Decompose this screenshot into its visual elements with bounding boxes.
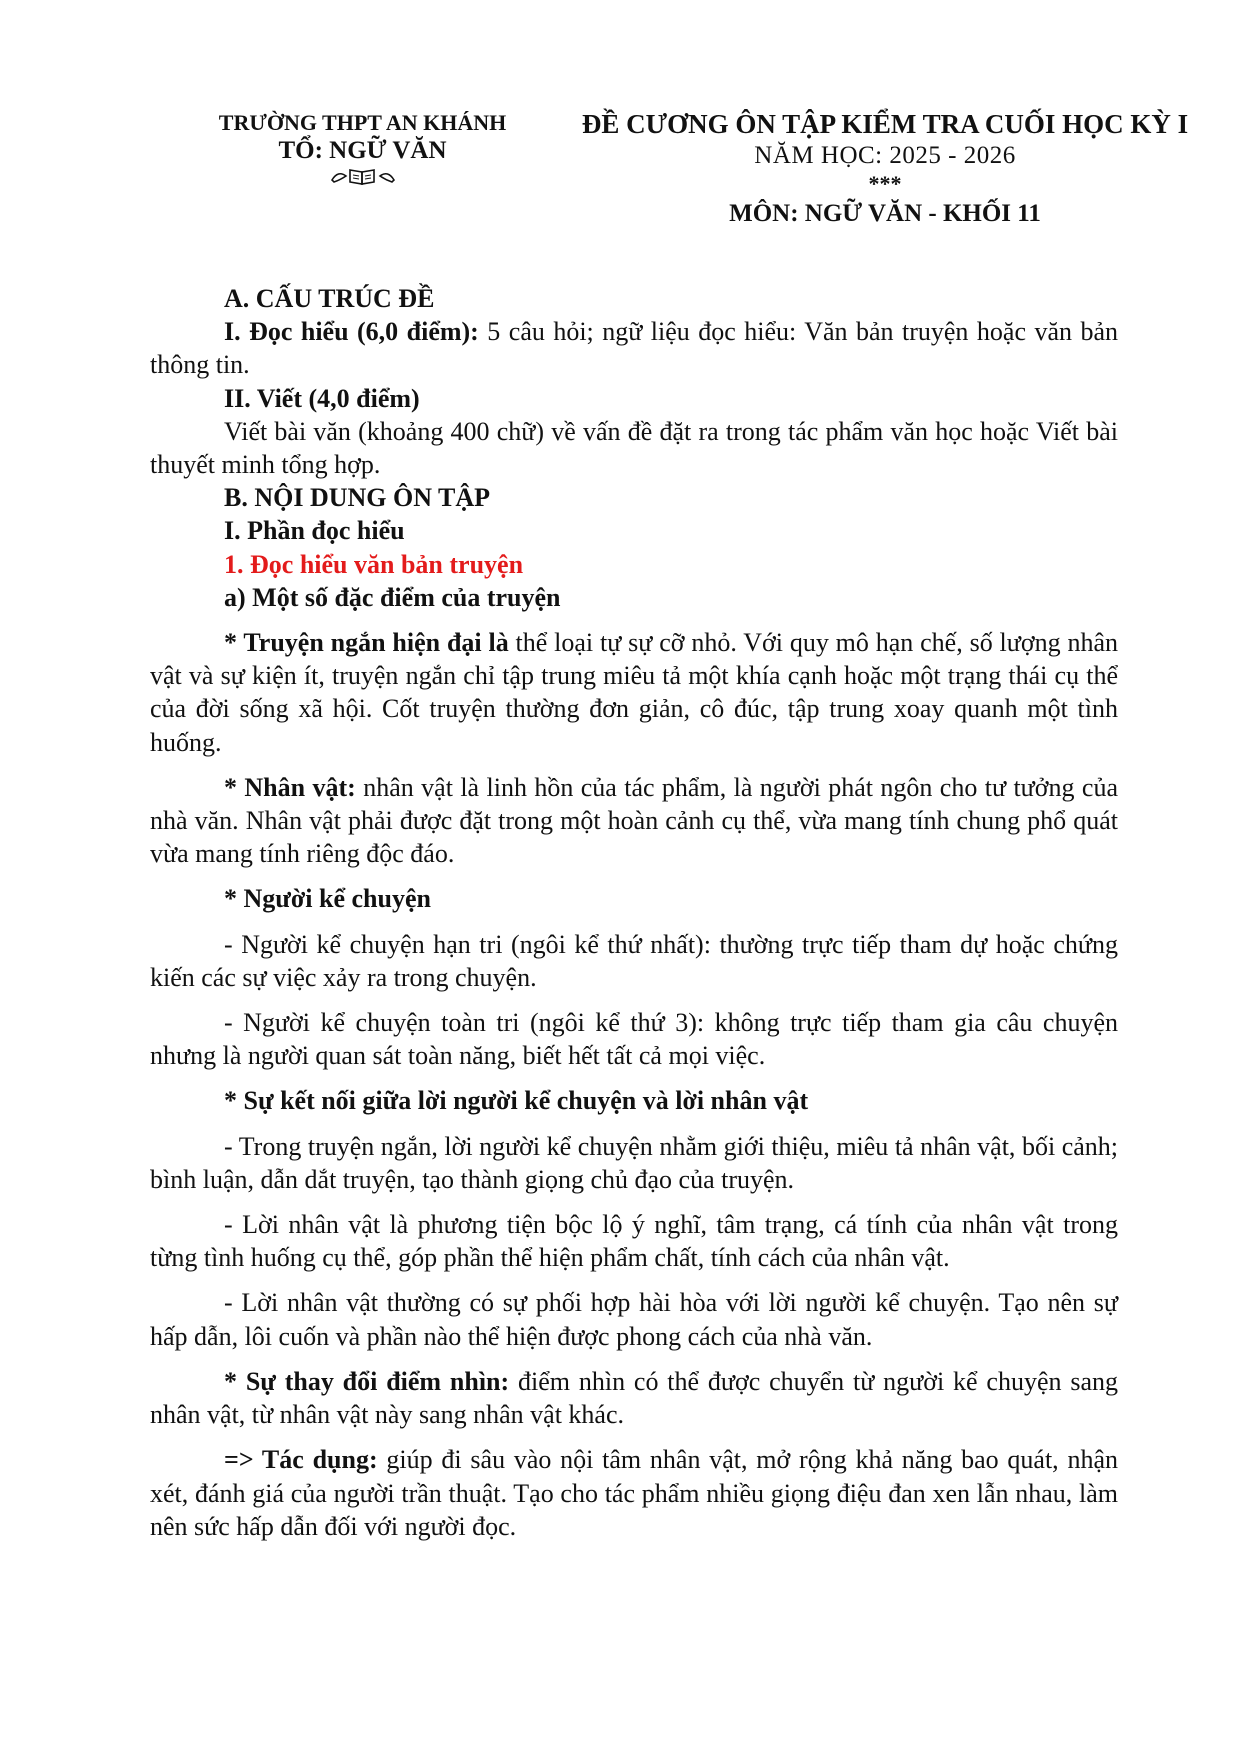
school-year: NĂM HỌC: 2025 - 2026 <box>754 142 1016 169</box>
short-story-label: * Truyện ngắn hiện đại là <box>224 628 509 658</box>
character-text: nhân vật là linh hồn của tác phẩm, là người phát ngôn cho tư tưởng của nhà văn. Nhân vật phải được đặt trong một hoàn cảnh cụ thể, vừa mang tính chung phổ quát vừa mang tính riêng độc đáo. <box>150 772 1118 869</box>
connection-b: - Lời nhân vật là phương tiện bộc lộ ý nghĩ, tâm trạng, cá tính của nhân vật trong từng tình huống cụ thể, góp phần thể hiện phẩm chất, tính cách của nhân vật. <box>150 1210 1118 1273</box>
section-b-heading: B. NỘI DUNG ÔN TẬP <box>224 483 491 513</box>
short-story-paragraph <box>150 626 1118 759</box>
reading-label: I. Đọc hiểu (6,0 điểm): <box>224 317 479 347</box>
character-label: * Nhân vật: <box>224 772 356 802</box>
effect-paragraph <box>150 1443 1118 1543</box>
writing-text: Viết bài văn (khoảng 400 chữ) về vấn đề đặt ra trong tác phẩm văn học hoặc Viết bài thuyết minh tổng hợp. <box>150 416 1118 480</box>
effect-label: => Tác dụng: <box>224 1445 378 1475</box>
school-name: TRƯỜNG THPT AN KHÁNH <box>218 110 507 135</box>
book-ornament-icon <box>170 166 555 193</box>
connection-c: - Lời nhân vật thường có sự phối hợp hài hòa với lời người kể chuyện. Tạo nên sự hấp dẫn, lôi cuốn và phần nào thể hiện được phong cách của nhà văn. <box>150 1288 1118 1351</box>
department-name: TỔ: NGỮ VĂN <box>278 137 447 164</box>
sub1-heading: 1. Đọc hiểu văn bản truyện <box>224 549 524 579</box>
school-header-block <box>170 110 555 193</box>
writing-label: II. Viết (4,0 điểm) <box>224 383 420 413</box>
viewpoint-text: điểm nhìn có thể được chuyển từ người kể chuyện sang nhân vật, từ nhân vật này sang nhân vật khác. <box>150 1366 1118 1430</box>
connection-a: - Trong truyện ngắn, lời người kể chuyện nhằm giới thiệu, miêu tả nhân vật, bối cảnh; bình luận, dẫn dắt truyện, tạo thành giọng chủ đạo của truyện. <box>150 1131 1118 1194</box>
stars-separator: *** <box>868 171 902 196</box>
connection-heading: * Sự kết nối giữa lời người kể chuyện và lời nhân vật <box>224 1086 809 1116</box>
character-paragraph <box>150 771 1118 871</box>
suba-heading: a) Một số đặc điểm của truyện <box>224 582 561 612</box>
narrator-limited: - Người kể chuyện hạn tri (ngôi kể thứ nhất): thường trực tiếp tham dự hoặc chứng kiến các sự việc xảy ra trong chuyện. <box>150 929 1118 992</box>
reading-structure <box>150 315 1118 381</box>
section-a-heading: A. CẤU TRÚC ĐỀ <box>224 284 435 313</box>
reading-text: 5 câu hỏi; ngữ liệu đọc hiểu: Văn bản truyện hoặc văn bản thông tin. <box>150 317 1118 380</box>
book-ornament-svg <box>330 166 396 186</box>
viewpoint-paragraph <box>150 1365 1118 1431</box>
narrator-heading: * Người kể chuyện <box>224 884 431 914</box>
document-title: ĐỀ CƯƠNG ÔN TẬP KIỂM TRA CUỐI HỌC KỲ I <box>581 109 1189 139</box>
effect-text: giúp đi sâu vào nội tâm nhân vật, mở rộng khả năng bao quát, nhận xét, đánh giá của người trần thuật. Tạo cho tác phẩm nhiều giọng điệu đan xen lẫn nhau, làm nên sức hấp dẫn đối với người đọc. <box>150 1445 1118 1541</box>
short-story-text: thể loại tự sự cỡ nhỏ. Với quy mô hạn chế, số lượng nhân vật và sự kiện ít, truyện ngắn chỉ tập trung miêu tả một khía cạnh hoặc một trạng thái cụ thể của đời sống xã hội. Cốt truyện thường đơn giản, cô đúc, tập trung xoay quanh một tình huống. <box>150 628 1118 757</box>
document-title-block <box>560 108 1210 230</box>
part1-heading: I. Phần đọc hiểu <box>224 516 405 546</box>
document-body <box>150 282 1118 1543</box>
subject-line: MÔN: NGỮ VĂN - KHỐI 11 <box>729 200 1041 227</box>
viewpoint-label: * Sự thay đổi điểm nhìn: <box>224 1366 510 1396</box>
narrator-omniscient: - Người kể chuyện toàn tri (ngôi kể thứ 3): không trực tiếp tham gia câu chuyện nhưng là người quan sát toàn năng, biết hết tất cả mọi việc. <box>150 1008 1118 1071</box>
